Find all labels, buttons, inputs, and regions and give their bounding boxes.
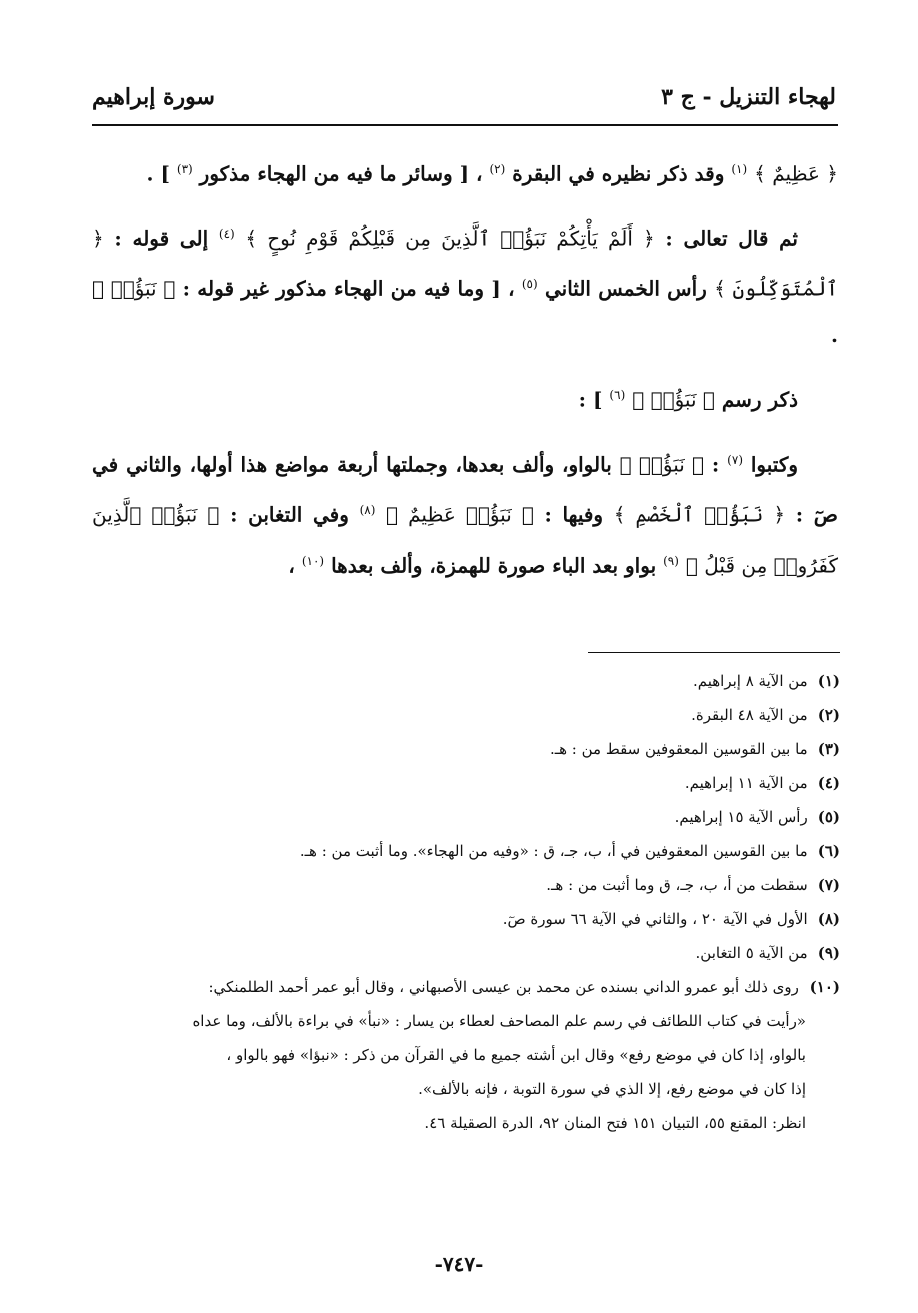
body-text: ، <box>288 553 295 578</box>
footnote-item <box>92 800 840 834</box>
body-text: ، [ وسائر ما فيه من الهجاء مذكور <box>199 161 483 186</box>
footnote-mark: (٨) <box>359 503 376 518</box>
quran-quote: ﴿ نَبَؤُا۟ ٱلْخَصْمِ ﴾ <box>613 502 786 527</box>
body-text: بالواو، وألف بعدها، وجملتها أربعة مواضع هذا أولها، والثاني في صٓ : <box>92 452 838 527</box>
footnote-mark: (٩) <box>663 553 679 568</box>
footnote-number: (٩) <box>817 944 840 962</box>
footnote-text: الأول في الآية ٢٠ ، والثاني في الآية ٦٦ سورة صٓ. <box>502 910 808 928</box>
body-text: وفيها : <box>544 502 604 527</box>
quran-quote: ﴿ نَبَؤُا۟ ﴾ <box>619 452 705 477</box>
quran-quote: ﴿ نَبَؤُا۟ ﴾ <box>92 276 176 301</box>
footnote-number: (١) <box>817 672 840 690</box>
footnote-number: (٤) <box>817 774 840 792</box>
body-text: ثم قال تعالى : <box>665 226 798 251</box>
body-text: ] . <box>146 161 170 186</box>
footnote-text: ما بين القوسين المعقوفين سقط من : هـ. <box>549 740 808 758</box>
paragraph-4 <box>92 437 838 589</box>
running-header <box>92 80 836 124</box>
footnote-number: (٥) <box>817 808 840 826</box>
footnote-mark: (٦) <box>609 387 626 402</box>
footnote-separator <box>588 652 840 653</box>
footnote-text: «رأيت في كتاب اللطائف في رسم علم المصاحف لعطاء بن يسار : «نبأ» في براءة بالألف، وما عداه <box>192 1012 806 1030</box>
footnote-mark: (١) <box>731 162 748 176</box>
footnote-mark: (٣) <box>176 162 193 176</box>
footnote-item-long <box>92 970 840 1140</box>
footnote-first-line <box>92 970 840 1004</box>
body-text: ذكر رسم <box>721 387 798 412</box>
footnote-text: بالواو، إذا كان في موضع رفع» وقال ابن أشته جميع ما في القرآن من ذكر : «نبؤا» فهو بالواو ، <box>226 1046 806 1064</box>
quran-quote: ﴿ ٱلْمُتَوَكِّلُونَ ﴾ <box>92 226 838 301</box>
header-rule <box>92 124 838 126</box>
footnote-item <box>92 664 840 698</box>
footnote-number: (٣) <box>817 740 840 758</box>
footnote-text: روى ذلك أبو عمرو الداني بسنده عن محمد بن عيسى الأصبهاني ، وقال أبو عمر أحمد الطلمنكي: <box>208 978 799 996</box>
footnote-number: (١٠) <box>809 978 840 996</box>
footnote-text: من الآية ٤٨ البقرة. <box>691 706 808 724</box>
body-text: ] : <box>578 387 603 412</box>
footnote-number: (٢) <box>817 706 840 724</box>
footnote-text: ما بين القوسين المعقوفين في أ، ب، جـ، ق : «وفيه من الهجاء». وما أثبت من : هـ. <box>299 842 808 860</box>
book-title: لهجاء التنزيل - ج ٣ <box>661 84 836 110</box>
paragraph-2 <box>92 211 838 358</box>
surah-title: سورة إبراهيم <box>92 84 215 110</box>
body-text: إلى قوله : <box>114 226 209 251</box>
body-text: : <box>711 452 720 477</box>
quran-quote: ﴿ نَبَؤُا۟ ﴾ <box>632 387 715 412</box>
body-text: بواو بعد الباء صورة للهمزة، وألف بعدها <box>331 553 657 578</box>
footnote-text: انظر: المقنع ٥٥، التبيان ١٥١ فتح المنان ٩٢، الدرة الصقيلة ٤٦. <box>424 1114 806 1132</box>
footnote-text: رأس الآية ١٥ إبراهيم. <box>674 808 808 826</box>
footnote-item <box>92 732 840 766</box>
footnote-number: (٧) <box>817 876 840 894</box>
footnote-mark: (٧) <box>727 452 743 467</box>
quran-quote: ﴿ أَلَمْ يَأْتِكُمْ نَبَؤُا۟ ٱلَّذِينَ مِن قَبْلِكُمْ قَوْمِ نُوحٍ ﴾ <box>245 226 655 251</box>
quran-quote: ﴿ عَظِيمٌ ﴾ <box>754 161 838 186</box>
footnote-item <box>92 902 840 936</box>
footnote-item <box>92 936 840 970</box>
paragraph-3 <box>92 372 838 423</box>
body-text: . <box>831 322 838 347</box>
footnote-mark: (١٠) <box>301 553 325 568</box>
footnote-text: من الآية ٨ إبراهيم. <box>692 672 808 690</box>
footnote-mark: (٥) <box>521 277 538 292</box>
footnote-number: (٨) <box>817 910 840 928</box>
main-text <box>92 146 838 603</box>
footnote-number: (٦) <box>817 842 840 860</box>
footnote-text: سقطت من أ، ب، جـ، ق وما أثبت من : هـ. <box>546 876 808 894</box>
footnote-text: من الآية ٥ التغابن. <box>695 944 808 962</box>
footnotes <box>92 664 840 1140</box>
footnote-item <box>92 834 840 868</box>
footnote-item <box>92 868 840 902</box>
paragraph-1 <box>92 146 838 197</box>
footnote-item <box>92 766 840 800</box>
page-number: -٧٤٧- <box>434 1252 484 1276</box>
body-text: رأس الخمس الثاني <box>544 276 707 301</box>
body-text: وقد ذكر نظيره في البقرة <box>512 161 725 186</box>
footnote-mark: (٤) <box>218 226 235 241</box>
body-text: وكتبوا <box>750 452 798 477</box>
footnote-text: من الآية ١١ إبراهيم. <box>684 774 808 792</box>
body-text: ، [ وما فيه من الهجاء مذكور غير قوله : <box>182 276 515 301</box>
footnote-text: إذا كان في موضع رفع، إلا الذي في سورة التوبة ، فإنه بالألف». <box>418 1080 806 1098</box>
body-text: وفي التغابن : <box>230 502 349 527</box>
footnote-mark: (٢) <box>489 162 506 176</box>
quran-quote: ﴿ نَبَؤُا۟ ٱلَّذِينَ كَفَرُوا۟ مِن قَبْلُ ﴾ <box>92 502 838 578</box>
quran-quote: ﴿ نَبَؤُا۟ عَظِيمٌ ﴾ <box>386 502 534 527</box>
footnote-item <box>92 698 840 732</box>
